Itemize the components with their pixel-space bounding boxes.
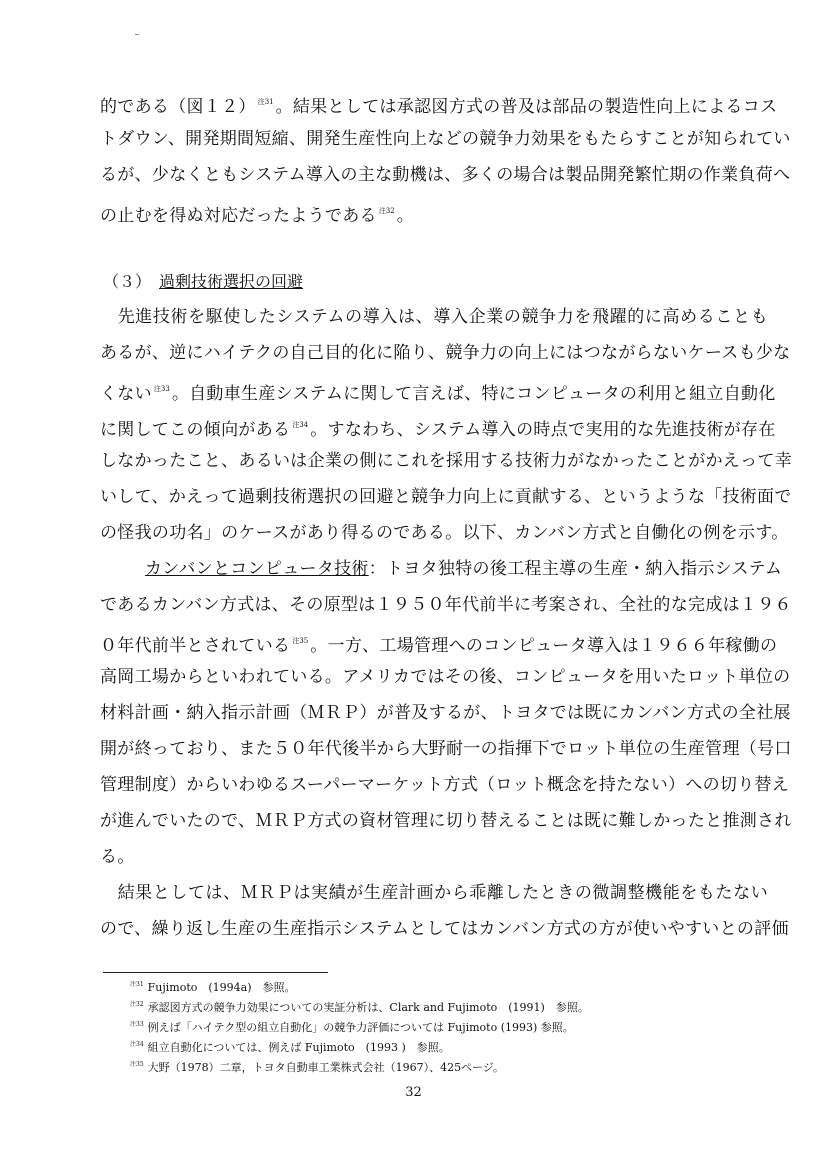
- body-line-1-text-cont: 。結果としては承認図方式の普及は部品の製造性向上によるコス: [275, 97, 778, 117]
- footnote-31-text: Fujimoto (1994a) 参照。: [147, 981, 296, 994]
- footnote-ref-34: 注34: [292, 421, 309, 429]
- footnote-34-text: 組立自動化については、例えば Fujimoto (1993 ) 参照。: [147, 1041, 450, 1054]
- footnote-34: [130, 1038, 450, 1055]
- kanban-line-1: [100, 559, 783, 579]
- section-line-3: [100, 379, 776, 404]
- kanban-line-1-text: ：トヨタ独特の後工程主導の生産・納入指示システム: [368, 559, 783, 579]
- footnote-32-mark: 注32: [130, 1001, 144, 1008]
- kanban-line-3-text-cont: 。一方、工場管理へのコンピュータ導入は１９６６年稼働の: [310, 636, 778, 656]
- kanban-line-8: が進んでいたので、ＭＲＰ方式の資材管理に切り替えることは既に難しかったと推測され: [100, 811, 792, 831]
- body-line-4-text-cont: 。: [396, 206, 415, 226]
- footnote-32: [130, 998, 589, 1015]
- footnote-35-mark: 注35: [130, 1061, 144, 1068]
- scan-mark: [135, 34, 139, 35]
- body-line-4: [100, 201, 768, 226]
- footnote-ref-35: 注35: [292, 637, 309, 645]
- kanban-line-2: であるカンバン方式は、その原型は１９５０年代前半に考案され、全社的な完成は１９６: [100, 595, 792, 615]
- footnote-divider: [103, 972, 328, 973]
- section-number: （３）: [103, 272, 152, 291]
- footnote-31-mark: 注31: [130, 981, 144, 988]
- body-line-2: トダウン、開発期間短縮、開発生産性向上などの競争力効果をもたらすことが知られてい: [100, 129, 791, 149]
- kanban-line-5: 材料計画・納入指示計画（ＭＲＰ）が普及するが、トヨタでは既にカンバン方式の全社展: [100, 703, 791, 723]
- section-line-4-text-cont: 。すなわち、システム導入の時点で実用的な先進技術が存在: [310, 420, 776, 440]
- footnote-ref-32: 注32: [378, 207, 395, 215]
- body-line-1-text: 的である（図１２）: [100, 97, 256, 117]
- section-line-7: の怪我の功名」のケースがあり得るのである。以下、カンバン方式と自働化の例を示す。: [100, 523, 789, 543]
- section-line-1: 先進技術を駆使したシステムの導入は、導入企業の競争力を飛躍的に高めることも: [100, 307, 768, 327]
- body-line-3: るが、少なくともシステム導入の主な動機は、多くの場合は製品開発繁忙期の作業負荷へ: [100, 165, 791, 185]
- section-heading: [103, 272, 303, 292]
- footnote-ref-33: 注33: [153, 385, 170, 393]
- footnote-ref-31: 注31: [257, 98, 274, 106]
- body-line-4-text: の止むを得ぬ対応だったようである: [100, 206, 377, 226]
- result-line-1: 結果としては、ＭＲＰは実績が生産計画から乖離したときの微調整機能をもたない: [100, 883, 768, 903]
- section-line-3-text: くない: [100, 384, 152, 404]
- result-line-2: ので、繰り返し生産の生産指示システムとしてはカンバン方式の方が使いやすいとの評価: [100, 919, 789, 939]
- section-line-6: いして、かえって過剰技術選択の回避と競争力向上に貢献する、というような「技術面で: [100, 487, 792, 507]
- footnote-33-text: 例えば「ハイテク型の組立自動化」の競争力評価については Fujimoto (1993) 参照。: [147, 1021, 574, 1034]
- section-line-4: [100, 415, 776, 440]
- kanban-line-3-text: ０年代前半とされている: [100, 636, 291, 656]
- kanban-subheading: カンバンとコンピュータ技術: [145, 559, 369, 579]
- section-line-3-text-cont: 。自動車生産システムに関して言えば、特にコンピュータの利用と組立自動化: [171, 384, 776, 404]
- page-number: 32: [405, 1085, 422, 1100]
- section-line-4-text: に関してこの傾向がある: [100, 420, 291, 440]
- kanban-line-4: 高岡工場からといわれている。アメリカではその後、コンピュータを用いたロット単位の: [100, 667, 791, 687]
- section-line-5: しなかったこと、あるいは企業の側にこれを採用する技術力がなかったことがかえって幸: [100, 451, 792, 471]
- footnote-33-mark: 注33: [130, 1021, 144, 1028]
- section-title: 過剰技術選択の回避: [159, 272, 304, 291]
- footnote-32-text: 承認図方式の競争力効果についての実証分析は、Clark and Fujimoto (1991) 参照。: [147, 1001, 589, 1014]
- footnote-34-mark: 注34: [130, 1041, 144, 1048]
- footnote-35: [130, 1058, 504, 1075]
- body-line-1: [100, 92, 778, 117]
- footnote-35-text: 大野（1978）二章，トヨタ自動車工業株式会社（1967）、425ページ。: [147, 1061, 505, 1074]
- kanban-line-9: る。: [100, 847, 135, 867]
- kanban-line-6: 開が終っており、また５０年代後半から大野耐一の指揮下でロット単位の生産管理（号口: [100, 739, 792, 759]
- footnote-33: [130, 1018, 574, 1035]
- footnote-31: [130, 978, 296, 995]
- kanban-line-7: 管理制度）からいわゆるスーパーマーケット方式（ロット概念を持たない）への切り替え: [100, 775, 790, 795]
- kanban-line-3: [100, 631, 778, 656]
- section-line-2: あるが、逆にハイテクの自己目的化に陥り、競争力の向上にはつながらないケースも少な: [100, 343, 791, 363]
